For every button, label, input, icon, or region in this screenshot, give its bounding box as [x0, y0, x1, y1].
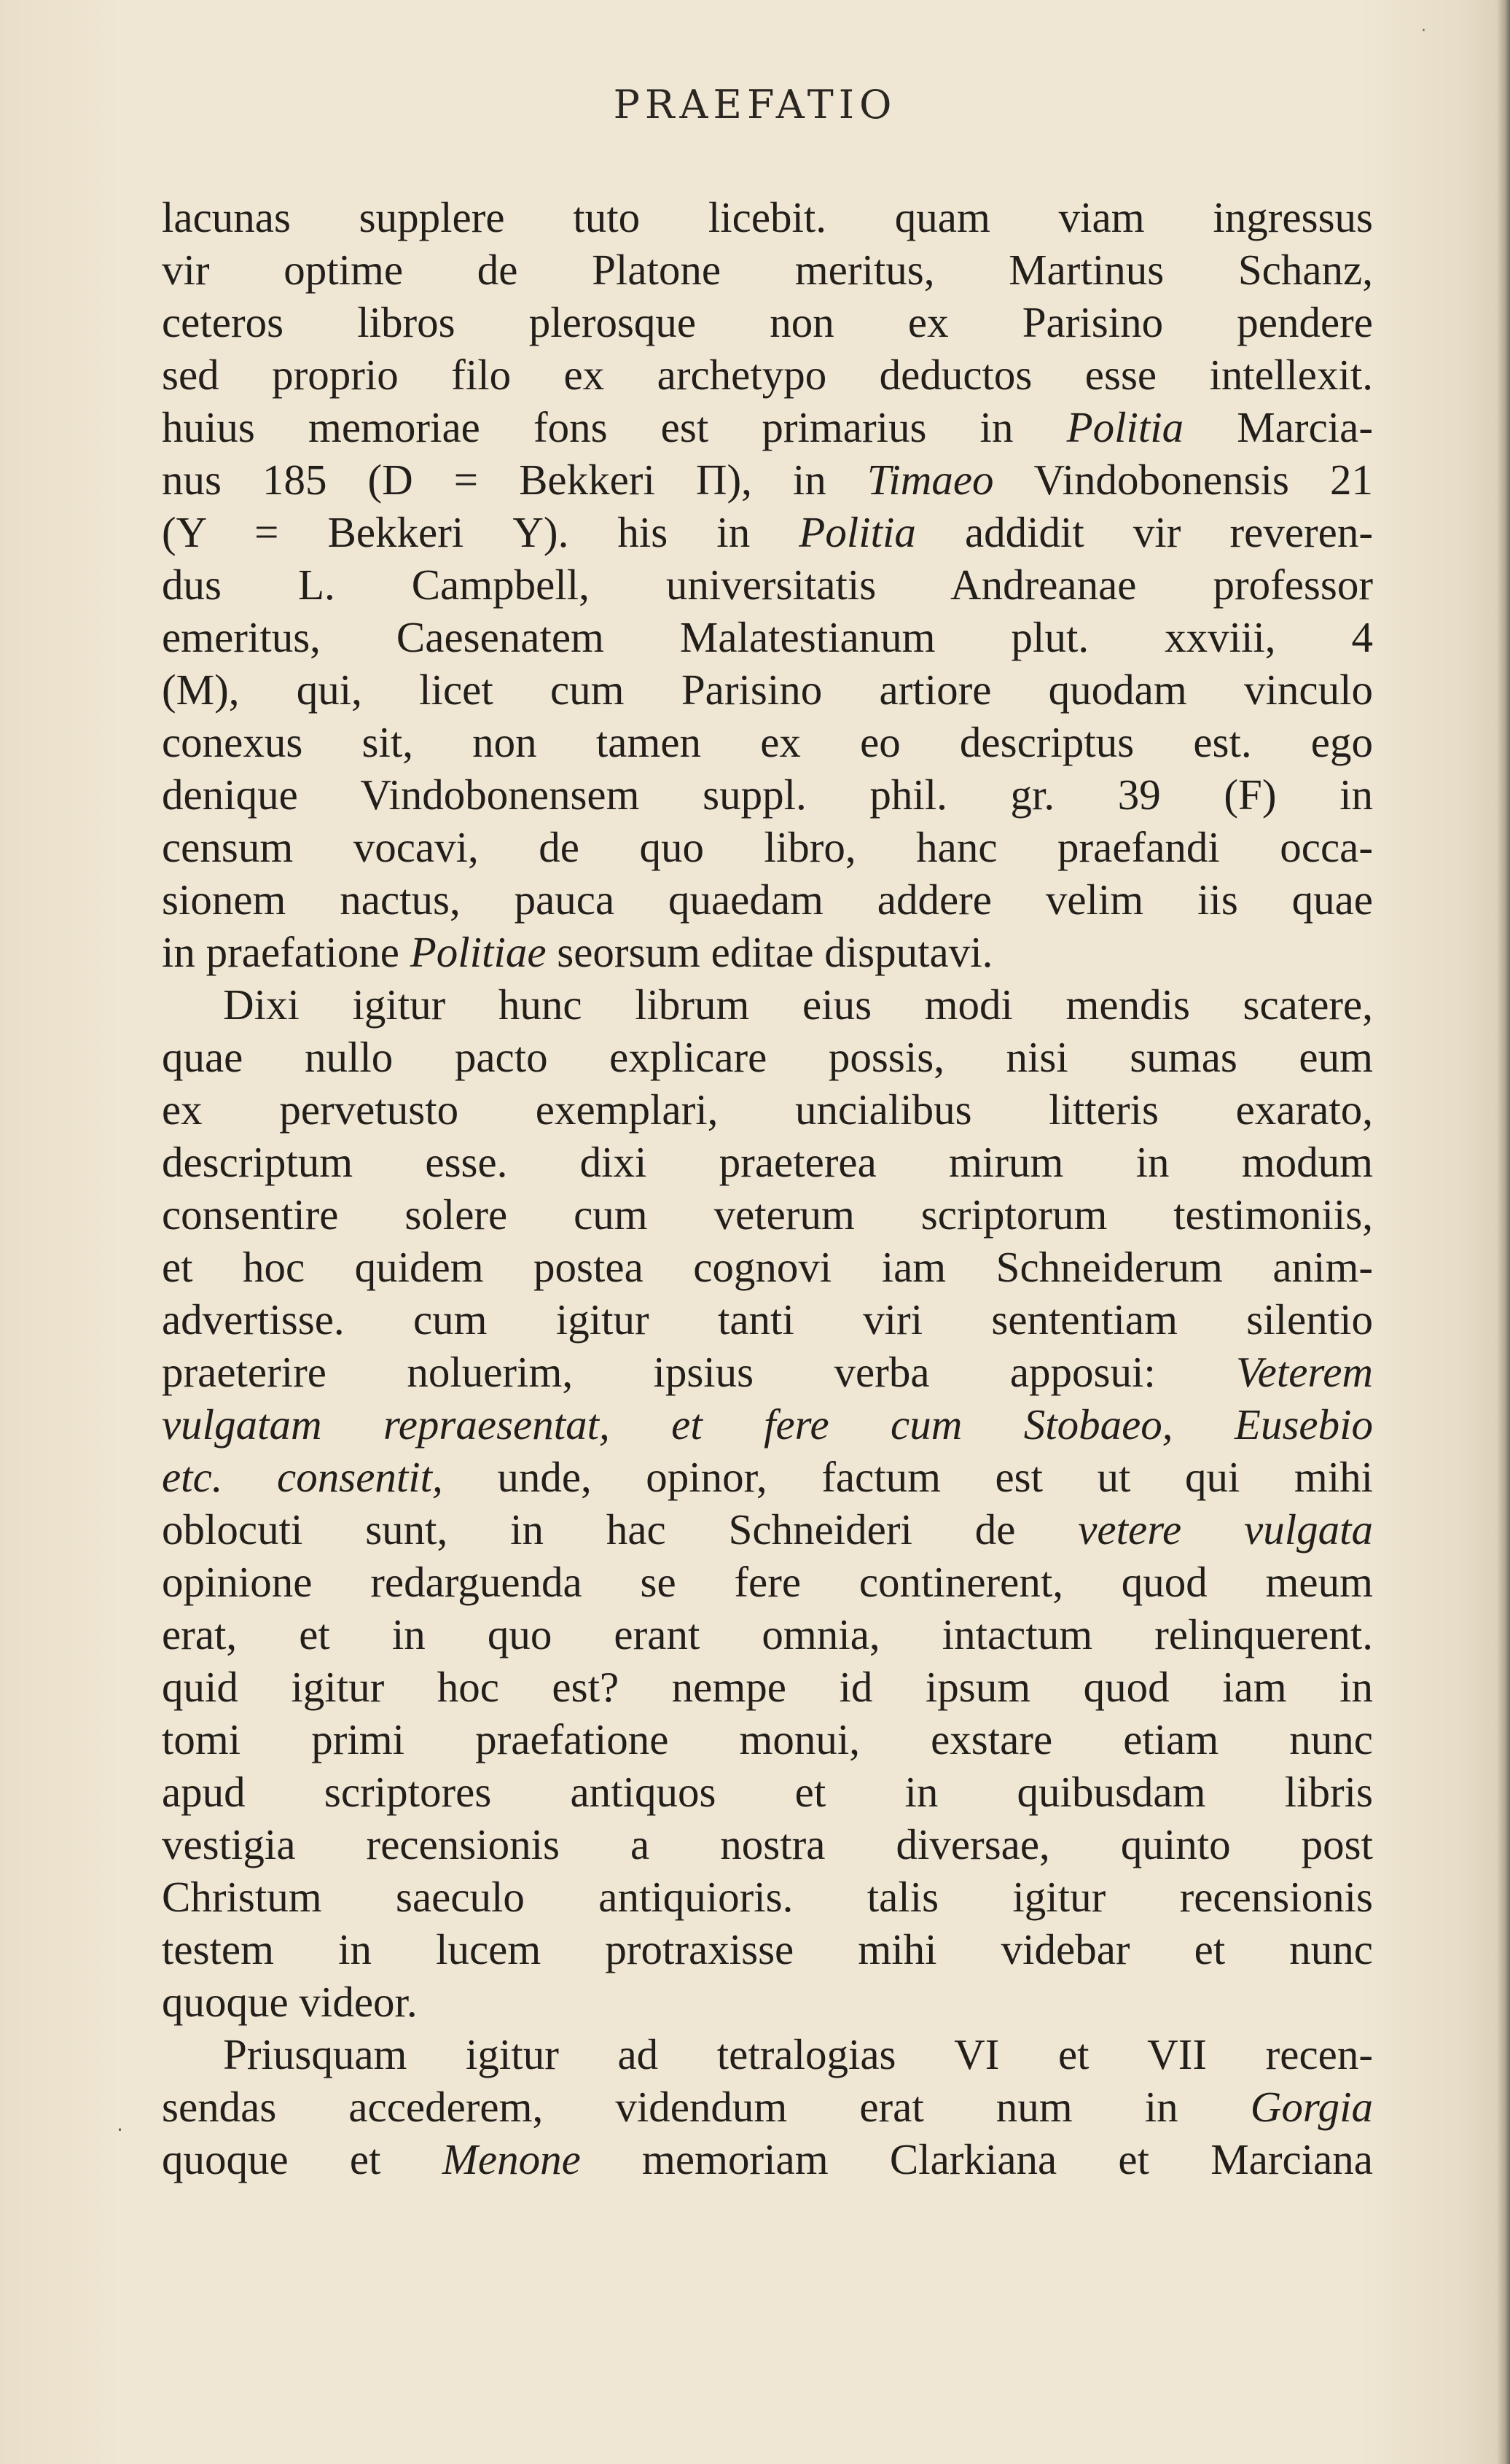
text-line: quid igitur hoc est? nempe id ipsum quod iam in — [162, 1663, 1373, 1711]
text-line: vir optime de Platone meritus, Martinus Schanz, — [162, 246, 1373, 294]
text-line: consentire solere cum veterum scriptorum testimoniis, — [162, 1190, 1373, 1239]
text-line: descriptum esse. dixi praeterea mirum in modum — [162, 1138, 1373, 1186]
text-line: Dixi igitur hunc librum eius modi mendis scatere, — [223, 980, 1373, 1029]
text-line: conexus sit, non tamen ex eo descriptus est. ego — [162, 718, 1373, 766]
text-line: censum vocavi, de quo libro, hanc praefandi occa- — [162, 823, 1373, 871]
text-line: advertisse. cum igitur tanti viri sententiam silentio — [162, 1295, 1373, 1344]
page-edge-shadow — [1497, 0, 1510, 2464]
text-line: vulgatam repraesentat, et fere cum Stobaeo, Eusebio — [162, 1400, 1373, 1449]
speck-mark: · — [117, 2118, 123, 2142]
speck-mark: · — [1421, 22, 1426, 40]
text-line: quoque et Menone memoriam Clarkiana et Marciana — [162, 2135, 1373, 2183]
text-line: sionem nactus, pauca quaedam addere velim iis quae — [162, 876, 1373, 924]
text-line: nus 185 (D = Bekkeri Π), in Timaeo Vindobonensis 21 — [162, 456, 1373, 504]
text-line: ceteros libros plerosque non ex Parisino pendere — [162, 298, 1373, 346]
text-line: in praefatione Politiae seorsum editae disputavi. — [162, 928, 993, 976]
body-text — [162, 191, 1373, 2186]
text-line: quoque videor. — [162, 1978, 418, 2026]
text-line: vestigia recensionis a nostra diversae, quinto post — [162, 1820, 1373, 1868]
text-line: Priusquam igitur ad tetralogias VI et VII recen- — [223, 2030, 1373, 2078]
text-line: ex pervetusto exemplari, uncialibus litteris exarato, — [162, 1085, 1373, 1134]
text-line: quae nullo pacto explicare possis, nisi sumas eum — [162, 1033, 1373, 1081]
text-line: opinione redarguenda se fere continerent, quod meum — [162, 1558, 1373, 1606]
text-line: et hoc quidem postea cognovi iam Schneiderum anim- — [162, 1243, 1373, 1291]
text-line: (Y = Bekkeri Υ). his in Politia addidit vir reveren- — [162, 508, 1373, 556]
text-line: denique Vindobonensem suppl. phil. gr. 39 (F) in — [162, 771, 1373, 819]
text-line: Christum saeculo antiquioris. talis igitur recensionis — [162, 1873, 1373, 1921]
text-line: sendas accederem, videndum erat num in Gorgia — [162, 2083, 1373, 2131]
text-line: erat, et in quo erant omnia, intactum relinquerent. — [162, 1610, 1373, 1658]
text-line: etc. consentit, unde, opinor, factum est ut qui mihi — [162, 1453, 1373, 1501]
running-header: PRAEFATIO — [613, 82, 897, 128]
text-line: emeritus, Caesenatem Malatestianum plut. xxviii, 4 — [162, 613, 1373, 661]
text-line: apud scriptores antiquos et in quibusdam libris — [162, 1768, 1373, 1816]
text-line: praeterire noluerim, ipsius verba apposui: Veterem — [162, 1348, 1373, 1396]
text-line: huius memoriae fons est primarius in Politia Marcia- — [162, 403, 1373, 451]
text-line: sed proprio filo ex archetypo deductos esse intellexit. — [162, 351, 1373, 399]
text-line: tomi primi praefatione monui, exstare etiam nunc — [162, 1715, 1373, 1763]
text-line: testem in lucem protraxisse mihi videbar et nunc — [162, 1925, 1373, 1973]
text-line: dus L. Campbell, universitatis Andreanae professor — [162, 561, 1373, 609]
text-line: lacunas supplere tuto licebit. quam viam ingressus — [162, 193, 1373, 241]
text-line: oblocuti sunt, in hac Schneideri de vetere vulgata — [162, 1505, 1373, 1553]
text-line: (M), qui, licet cum Parisino artiore quodam vinculo — [162, 666, 1373, 714]
